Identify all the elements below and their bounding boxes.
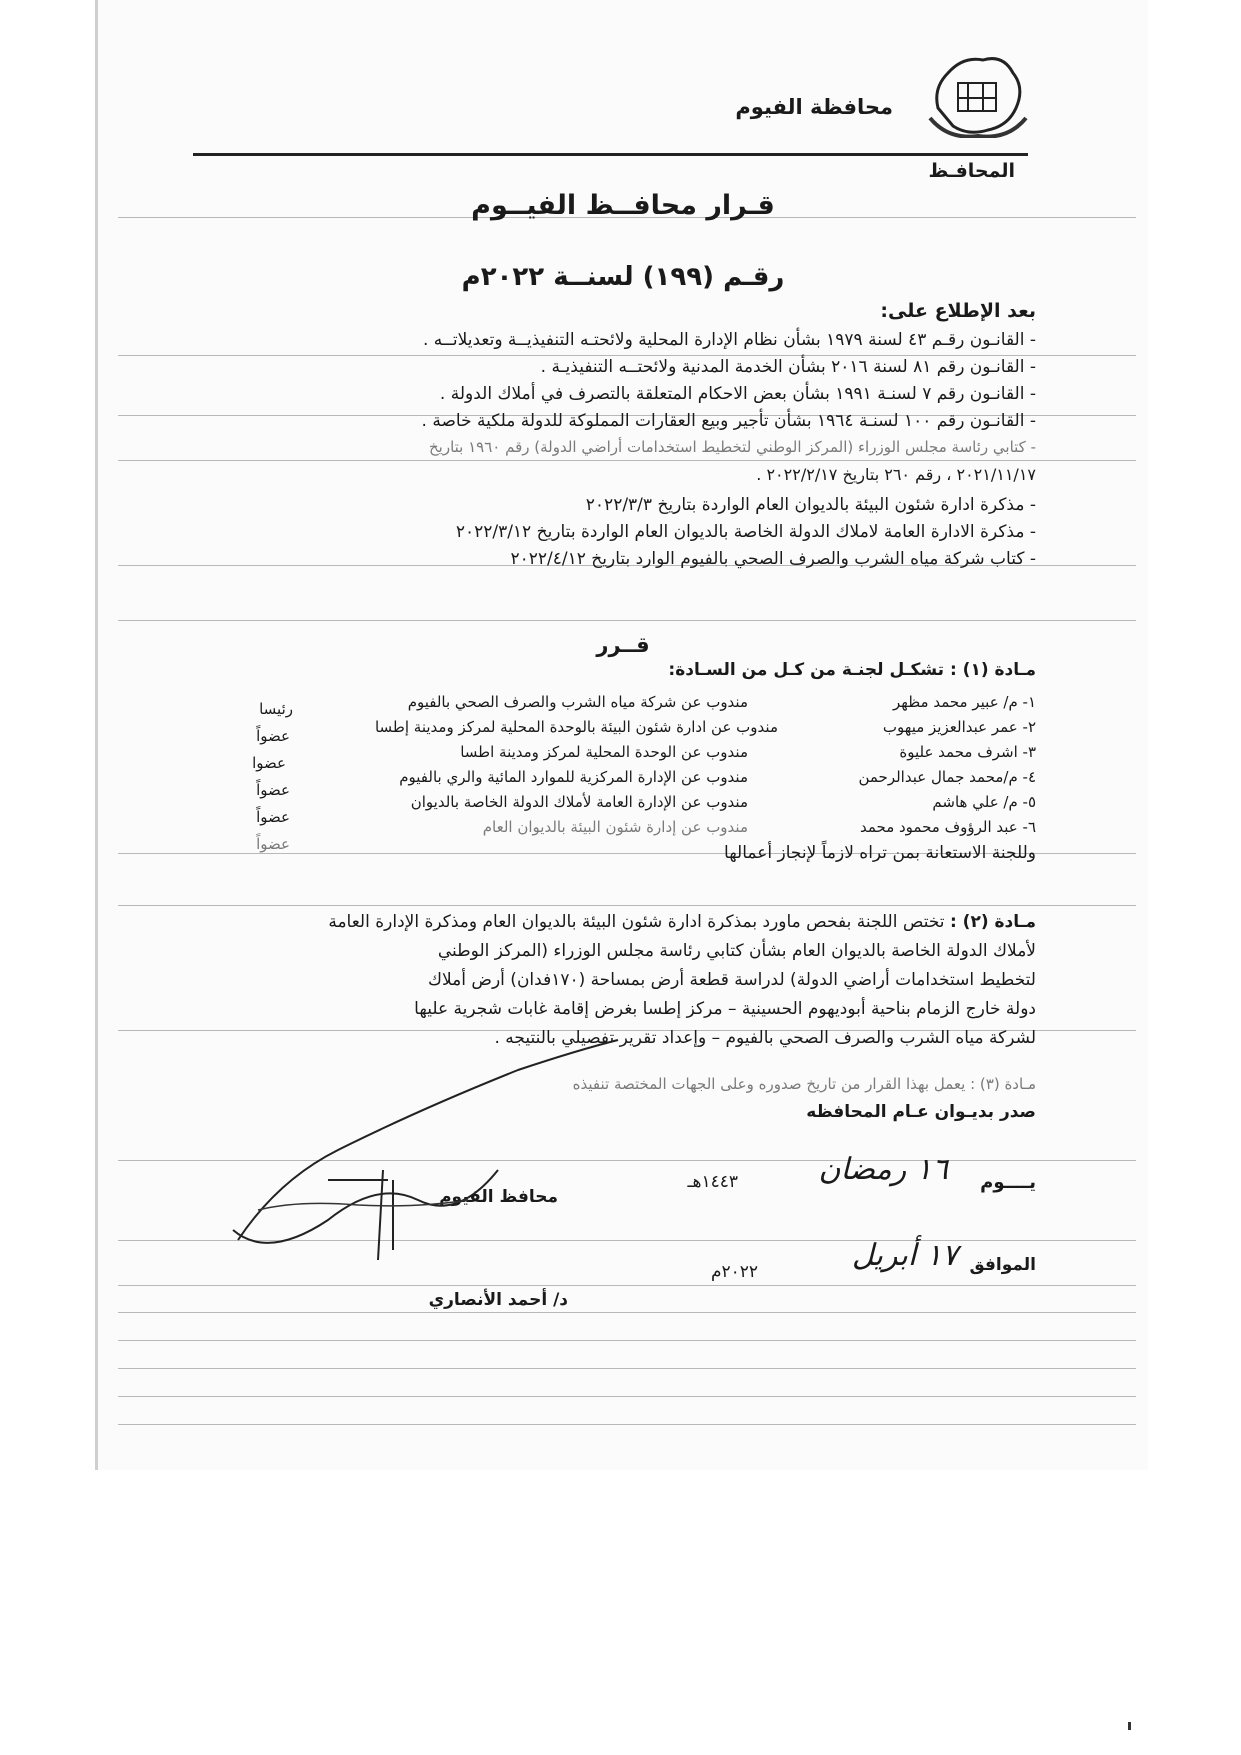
article3-line: مـادة (٣) : يعمل بهذا القرار من تاريخ صدوره وعلى الجهات المختصة تنفيذه — [572, 1075, 1036, 1093]
document-paper — [98, 0, 1148, 1470]
ruled-line — [118, 1340, 1136, 1341]
member-role: عضواً — [256, 835, 290, 853]
page-mark — [1128, 1722, 1131, 1730]
office-title: المحافـظ — [928, 160, 1015, 182]
member-name: ٢- عمر عبدالعزيز ميهوب — [882, 718, 1036, 736]
ruled-line — [118, 1312, 1136, 1313]
article2-label: مـادة (٢) : — [949, 912, 1036, 932]
article1-text: تشكـل لجنـة من كـل من السـادة: — [668, 660, 945, 680]
governor-name: د/ أحمد الأنصاري — [428, 1290, 568, 1310]
ruled-line — [118, 1396, 1136, 1397]
ruled-line — [118, 1285, 1136, 1286]
member-representative: مندوب عن الوحدة المحلية لمركز ومدينة اطسا — [460, 743, 748, 761]
governorate-name: محافظة الفيوم — [735, 95, 893, 119]
preamble-intro: بعد الإطلاع على: — [880, 300, 1036, 322]
agree-label: الموافق — [969, 1255, 1036, 1275]
member-name: ٦- عبد الرؤوف محمود محمد — [859, 818, 1036, 836]
article2-line: لشركة مياه الشرب والصرف الصحي بالفيوم – وإعداد تقرير تفصيلي بالنتيجه . — [494, 1028, 1036, 1048]
article2-text: تختص اللجنة بفحص ماورد بمذكرة ادارة شئون البيئة بالديوان العام ومذكرة الإدارة العامة — [328, 912, 945, 932]
member-name: ٥- م/ علي هاشم — [932, 793, 1036, 811]
article2-line: لأملاك الدولة الخاصة بالديوان العام بشأن كتابي رئاسة مجلس الوزراء (المركز الوطني — [437, 941, 1036, 961]
scanned-page — [95, 0, 1148, 1470]
ruled-line — [118, 905, 1136, 906]
ruled-line — [118, 1424, 1136, 1425]
member-representative: مندوب عن شركة مياه الشرب والصرف الصحي بالفيوم — [407, 693, 748, 711]
reference-line: ٢٠٢١/١١/١٧ ، رقم ٢٦٠ بتاريخ ٢٠٢٢/٢/١٧ . — [756, 465, 1036, 484]
decides-heading: قــرر — [596, 633, 650, 657]
decision-title: قـرار محافــظ الفيــوم — [471, 190, 775, 221]
day-label: يــــوم — [980, 1172, 1036, 1193]
member-representative: مندوب عن الإدارة العامة لأملاك الدولة الخاصة بالديوان — [410, 793, 748, 811]
issued-line: صدر بديـوان عـام المحافظه — [806, 1102, 1036, 1122]
article1-label — [668, 660, 1036, 680]
ruled-line — [118, 460, 1136, 461]
hijri-year: ١٤٤٣هـ — [687, 1172, 738, 1192]
ruled-line — [118, 1368, 1136, 1369]
reference-line: - القانـون رقم ٧ لسنـة ١٩٩١ بشأن بعض الاحكام المتعلقة بالتصرف في أملاك الدولة . — [439, 384, 1036, 404]
ruled-line — [118, 620, 1136, 621]
member-role: رئيسا — [259, 700, 293, 718]
signature-scribble — [218, 1030, 638, 1270]
member-role: عضواً — [256, 781, 290, 799]
member-role: عضواً — [256, 727, 290, 745]
gregorian-date-handwritten: ١٧ أبريل — [851, 1238, 958, 1273]
member-name: ٤- م/محمد جمال عبدالرحمن — [858, 768, 1036, 786]
reference-line: - مذكرة الادارة العامة لاملاك الدولة الخاصة بالديوان العام الواردة بتاريخ ٢٠٢٢/٣/١٢ — [455, 522, 1036, 542]
ruled-line — [118, 355, 1136, 356]
header-divider — [193, 153, 1028, 156]
reference-line: - مذكرة ادارة شئون البيئة بالديوان العام الواردة بتاريخ ٢٠٢٢/٣/٣ — [585, 495, 1036, 515]
committee-assist-line: وللجنة الاستعانة بمن تراه لازماً لإنجاز أعمالها — [724, 843, 1036, 863]
hijri-date-handwritten: ١٦ رمضان — [818, 1152, 948, 1187]
reference-line: - القانـون رقم ١٠٠ لسنـة ١٩٦٤ بشأن تأجير وبيع العقارات المملوكة للدولة ملكية خاصة . — [421, 411, 1036, 431]
member-role: عضوا — [252, 754, 286, 772]
member-role: عضواً — [256, 808, 290, 826]
member-representative: مندوب عن إدارة شئون البيئة بالديوان العام — [482, 818, 748, 836]
gregorian-year: ٢٠٢٢م — [710, 1262, 758, 1282]
reference-line: - القانـون رقم ٨١ لسنة ٢٠١٦ بشأن الخدمة المدنية ولائحتــه التنفيذيـة . — [540, 357, 1036, 377]
governor-title: محافظ الفيوم — [439, 1187, 558, 1207]
reference-line: - كتاب شركة مياه الشرب والصرف الصحي بالفيوم الوارد بتاريخ ٢٠٢٢/٤/١٢ — [510, 549, 1036, 569]
governorate-logo-icon — [928, 48, 1028, 138]
reference-line: - القانـون رقـم ٤٣ لسنة ١٩٧٩ بشأن نظام الإدارة المحلية ولائحتـه التنفيذيــة وتعديلاتــه . — [422, 330, 1036, 350]
member-name: ٣- اشرف محمد عليوة — [899, 743, 1036, 761]
article1-number: مـادة (١) : — [949, 660, 1036, 680]
article2-line — [328, 912, 1036, 932]
reference-line: - كتابي رئاسة مجلس الوزراء (المركز الوطني لتخطيط استخدامات أراضي الدولة) رقم ١٩٦٠ بتاريخ — [428, 438, 1036, 456]
member-representative: مندوب عن ادارة شئون البيئة بالوحدة المحلية لمركز ومدينة إطسا — [374, 718, 778, 736]
article2-line: دولة خارج الزمام بناحية أبوديهوم الحسينية – مركز إطسا بغرض إقامة غابات شجرية عليها — [414, 999, 1036, 1019]
article2-line: لتخطيط استخدامات أراضي الدولة) لدراسة قطعة أرض بمساحة (١٧٠فدان) أرض أملاك — [428, 970, 1036, 990]
decision-number: رقـم (١٩٩) لسنــة ٢٠٢٢م — [461, 262, 785, 292]
member-name: ١- م/ عبير محمد مظهر — [893, 693, 1036, 711]
member-representative: مندوب عن الإدارة المركزية للموارد المائية والري بالفيوم — [399, 768, 748, 786]
